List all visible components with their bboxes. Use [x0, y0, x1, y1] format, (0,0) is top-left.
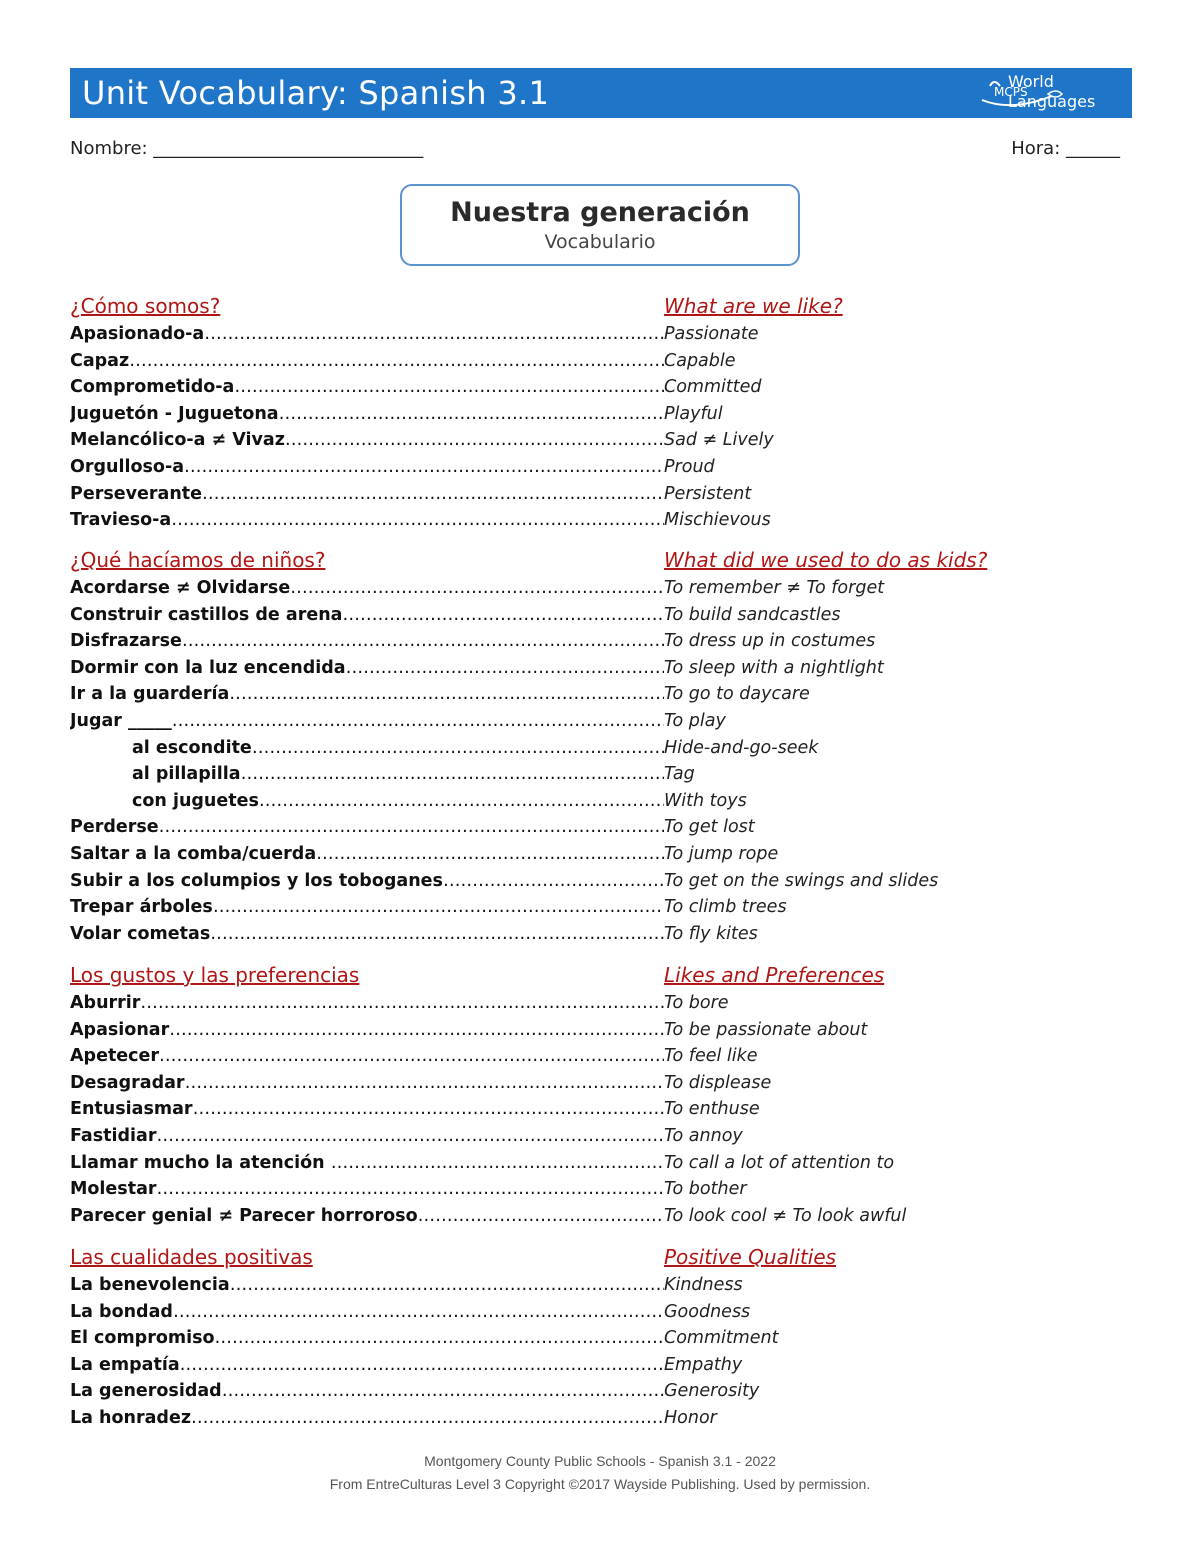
section-heading	[70, 291, 1130, 321]
vocab-term-spanish: Subir a los columpios y los toboganes ……………………………………………………………………………………………………………………………………………………	[70, 868, 664, 895]
page-title: Unit Vocabulary: Spanish 3.1	[82, 74, 550, 112]
vocab-term-spanish: Saltar a la comba/cuerda ……………………………………………………………………………………………………………………………………………………	[70, 841, 664, 868]
vocab-row	[70, 1203, 1130, 1230]
vocab-row	[70, 1043, 1130, 1070]
vocab-term-spanish: al pillapilla ……………………………………………………………………………………………………………………………………………………	[132, 761, 664, 788]
vocab-term-spanish: La honradez ……………………………………………………………………………………………………………………………………………………	[70, 1405, 664, 1432]
vocab-term-spanish: La empatía ……………………………………………………………………………………………………………………………………………………	[70, 1352, 664, 1379]
vocab-section-cualidades	[70, 1242, 1130, 1432]
vocab-term-spanish: Aburrir ……………………………………………………………………………………………………………………………………………………	[70, 990, 664, 1017]
vocab-row	[70, 841, 1130, 868]
vocab-term-spanish: Fastidiar ……………………………………………………………………………………………………………………………………………………	[70, 1123, 664, 1150]
vocab-row	[70, 575, 1130, 602]
section-heading-english: Likes and Preferences	[664, 963, 885, 987]
vocab-term-spanish: Perderse ……………………………………………………………………………………………………………………………………………………	[70, 814, 664, 841]
section-heading	[70, 545, 1130, 575]
vocab-term-english: Playful	[664, 403, 723, 424]
period-field-label[interactable]: Hora: ______	[1011, 138, 1120, 159]
vocab-term-spanish: Jugar _____ ……………………………………………………………………………………………………………………………………………………	[70, 708, 664, 735]
vocab-row	[70, 868, 1130, 895]
vocab-term-english: Generosity	[664, 1381, 760, 1402]
vocab-section-gustos	[70, 960, 1130, 1229]
vocab-row	[70, 348, 1130, 375]
vocab-term-english: Goodness	[664, 1301, 751, 1322]
section-heading-spanish: ¿Qué hacíamos de niños?	[70, 548, 326, 572]
logo-brand: MCPS	[994, 85, 1028, 99]
vocab-term-spanish: Orgulloso-a ……………………………………………………………………………………………………………………………………………………	[70, 454, 664, 481]
vocab-row	[70, 708, 1130, 735]
vocab-term-spanish: Disfrazarse ……………………………………………………………………………………………………………………………………………………	[70, 628, 664, 655]
vocab-term-english: To play	[664, 710, 726, 731]
vocab-term-english: To bother	[664, 1179, 747, 1200]
vocab-row	[70, 1096, 1130, 1123]
vocab-term-english: To bore	[664, 993, 729, 1013]
vocab-term-spanish: Desagradar ……………………………………………………………………………………………………………………………………………………	[70, 1070, 664, 1097]
vocab-term-english: To be passionate about	[664, 1019, 868, 1040]
vocab-term-english: To look cool ≠ To look awful	[664, 1205, 907, 1226]
vocab-row	[70, 401, 1130, 428]
vocab-term-spanish: La bondad ……………………………………………………………………………………………………………………………………………………	[70, 1299, 664, 1326]
vocab-term-spanish: Acordarse ≠ Olvidarse ……………………………………………………………………………………………………………………………………………………	[70, 575, 664, 602]
vocab-term-spanish: Capaz ……………………………………………………………………………………………………………………………………………………	[70, 348, 664, 375]
vocab-row	[70, 374, 1130, 401]
vocab-row	[70, 1150, 1130, 1177]
vocab-term-english: To go to daycare	[664, 684, 810, 705]
vocab-row	[70, 990, 1130, 1017]
vocab-row	[70, 1325, 1130, 1352]
vocab-term-english: Capable	[664, 350, 736, 371]
vocab-term-spanish: Molestar ……………………………………………………………………………………………………………………………………………………	[70, 1176, 664, 1203]
vocab-row	[70, 1378, 1130, 1405]
unit-title: Nuestra generación	[450, 197, 750, 228]
vocab-row	[70, 628, 1130, 655]
name-field-label[interactable]: Nombre: ______________________________	[70, 138, 424, 159]
unit-subtitle: Vocabulario	[544, 231, 656, 253]
vocab-term-english: To get lost	[664, 817, 755, 838]
vocab-term-spanish: Juguetón - Juguetona ……………………………………………………………………………………………………………………………………………………	[70, 401, 664, 428]
vocab-row	[70, 507, 1130, 534]
section-heading	[70, 1242, 1130, 1272]
vocab-row	[70, 814, 1130, 841]
section-heading-english: Positive Qualities	[664, 1245, 837, 1269]
vocab-term-spanish: Apasionado-a ……………………………………………………………………………………………………………………………………………………	[70, 321, 664, 348]
vocab-term-english: To enthuse	[664, 1099, 760, 1120]
vocab-row	[70, 735, 1130, 762]
vocab-term-spanish: Llamar mucho la atención ……………………………………………………………………………………………………………………………………………………	[70, 1150, 664, 1177]
vocab-term-spanish: La generosidad ……………………………………………………………………………………………………………………………………………………	[70, 1378, 664, 1405]
vocab-term-english: Empathy	[664, 1354, 743, 1375]
vocab-row	[70, 894, 1130, 921]
vocab-row	[70, 1272, 1130, 1299]
vocab-row	[70, 481, 1130, 508]
vocab-row	[70, 655, 1130, 682]
vocab-row	[70, 427, 1130, 454]
vocab-term-spanish: Travieso-a ……………………………………………………………………………………………………………………………………………………	[70, 507, 664, 534]
vocab-term-english: With toys	[664, 790, 747, 811]
vocab-term-english: To jump rope	[664, 843, 779, 864]
logo-line-2: Languages	[1008, 92, 1096, 111]
vocab-term-english: Sad ≠ Lively	[664, 430, 774, 451]
vocab-term-english: To fly kites	[664, 923, 758, 944]
section-heading-spanish: Las cualidades positivas	[70, 1245, 313, 1269]
vocab-term-english: Tag	[664, 764, 695, 785]
vocab-row	[70, 1176, 1130, 1203]
vocab-row	[70, 1405, 1130, 1432]
vocab-term-spanish: El compromiso ……………………………………………………………………………………………………………………………………………………	[70, 1325, 664, 1352]
vocab-row	[70, 1299, 1130, 1326]
vocab-term-spanish: Entusiasmar ……………………………………………………………………………………………………………………………………………………	[70, 1096, 664, 1123]
vocab-term-english: To annoy	[664, 1125, 743, 1146]
vocab-term-english: To get on the swings and slides	[664, 870, 939, 891]
vocab-term-english: Committed	[664, 377, 762, 398]
vocab-row	[70, 1123, 1130, 1150]
vocab-term-spanish: Dormir con la luz encendida ……………………………………………………………………………………………………………………………………………………	[70, 655, 664, 682]
vocab-term-spanish: Parecer genial ≠ Parecer horroroso ……………………………………………………………………………………………………………………………………………………	[70, 1203, 664, 1230]
vocab-section-como-somos	[70, 291, 1130, 534]
vocab-row	[70, 761, 1130, 788]
section-heading-english: What did we used to do as kids?	[664, 548, 988, 572]
vocab-row	[70, 681, 1130, 708]
unit-title-box	[400, 184, 800, 266]
footer-line-1: Montgomery County Public Schools - Spanish 3.1 - 2022	[424, 1453, 776, 1469]
section-heading	[70, 960, 1130, 990]
vocab-term-english: Proud	[664, 456, 715, 477]
vocab-term-english: To displease	[664, 1072, 772, 1093]
vocab-row	[70, 788, 1130, 815]
vocab-term-spanish: al escondite ……………………………………………………………………………………………………………………………………………………	[132, 735, 664, 762]
vocab-row	[70, 454, 1130, 481]
vocab-term-spanish: Apasionar ……………………………………………………………………………………………………………………………………………………	[70, 1017, 664, 1044]
vocab-term-english: To feel like	[664, 1046, 758, 1067]
vocab-term-english: Kindness	[664, 1275, 743, 1295]
vocab-term-spanish: Ir a la guardería ……………………………………………………………………………………………………………………………………………………	[70, 681, 664, 708]
vocab-row	[70, 1070, 1130, 1097]
vocab-term-english: Mischievous	[664, 510, 771, 531]
logo-text	[1008, 72, 1095, 112]
section-heading-spanish: ¿Cómo somos?	[70, 294, 221, 318]
section-heading-english: What are we like?	[664, 294, 843, 318]
header-banner	[70, 68, 1132, 118]
vocab-row	[70, 602, 1130, 629]
vocab-term-spanish: Construir castillos de arena ……………………………………………………………………………………………………………………………………………………	[70, 602, 664, 629]
student-info-row	[70, 138, 1120, 162]
vocab-term-english: Commitment	[664, 1328, 779, 1349]
vocab-section-que-haciamos	[70, 545, 1130, 947]
vocab-term-spanish: Volar cometas ……………………………………………………………………………………………………………………………………………………	[70, 921, 664, 948]
vocab-row	[70, 1017, 1130, 1044]
logo-line-1: World	[1008, 72, 1054, 91]
vocab-row	[70, 321, 1130, 348]
vocab-term-english: To sleep with a nightlight	[664, 657, 884, 678]
vocab-term-spanish: con juguetes ……………………………………………………………………………………………………………………………………………………	[132, 788, 664, 815]
vocab-term-english: To remember ≠ To forget	[664, 578, 885, 598]
vocab-term-english: Honor	[664, 1407, 717, 1428]
vocab-term-english: To call a lot of attention to	[664, 1152, 895, 1173]
vocab-term-english: Persistent	[664, 483, 752, 504]
vocab-term-spanish: Perseverante ……………………………………………………………………………………………………………………………………………………	[70, 481, 664, 508]
vocab-term-english: Hide-and-go-seek	[664, 737, 819, 758]
vocab-term-english: Passionate	[664, 324, 759, 344]
section-heading-spanish: Los gustos y las preferencias	[70, 963, 360, 987]
vocab-term-spanish: Trepar árboles ……………………………………………………………………………………………………………………………………………………	[70, 894, 664, 921]
footer-line-2: From EntreCulturas Level 3 Copyright ©2017 Wayside Publishing. Used by permission.	[329, 1476, 871, 1492]
vocab-term-spanish: Melancólico-a ≠ Vivaz ……………………………………………………………………………………………………………………………………………………	[70, 427, 664, 454]
vocab-term-english: To climb trees	[664, 897, 787, 918]
vocab-row	[70, 1352, 1130, 1379]
vocab-term-spanish: Comprometido-a ……………………………………………………………………………………………………………………………………………………	[70, 374, 664, 401]
vocab-term-spanish: Apetecer ……………………………………………………………………………………………………………………………………………………	[70, 1043, 664, 1070]
vocab-row	[70, 921, 1130, 948]
vocab-term-english: To dress up in costumes	[664, 631, 876, 652]
vocab-term-spanish: La benevolencia ……………………………………………………………………………………………………………………………………………………	[70, 1272, 664, 1299]
vocab-term-english: To build sandcastles	[664, 604, 841, 625]
